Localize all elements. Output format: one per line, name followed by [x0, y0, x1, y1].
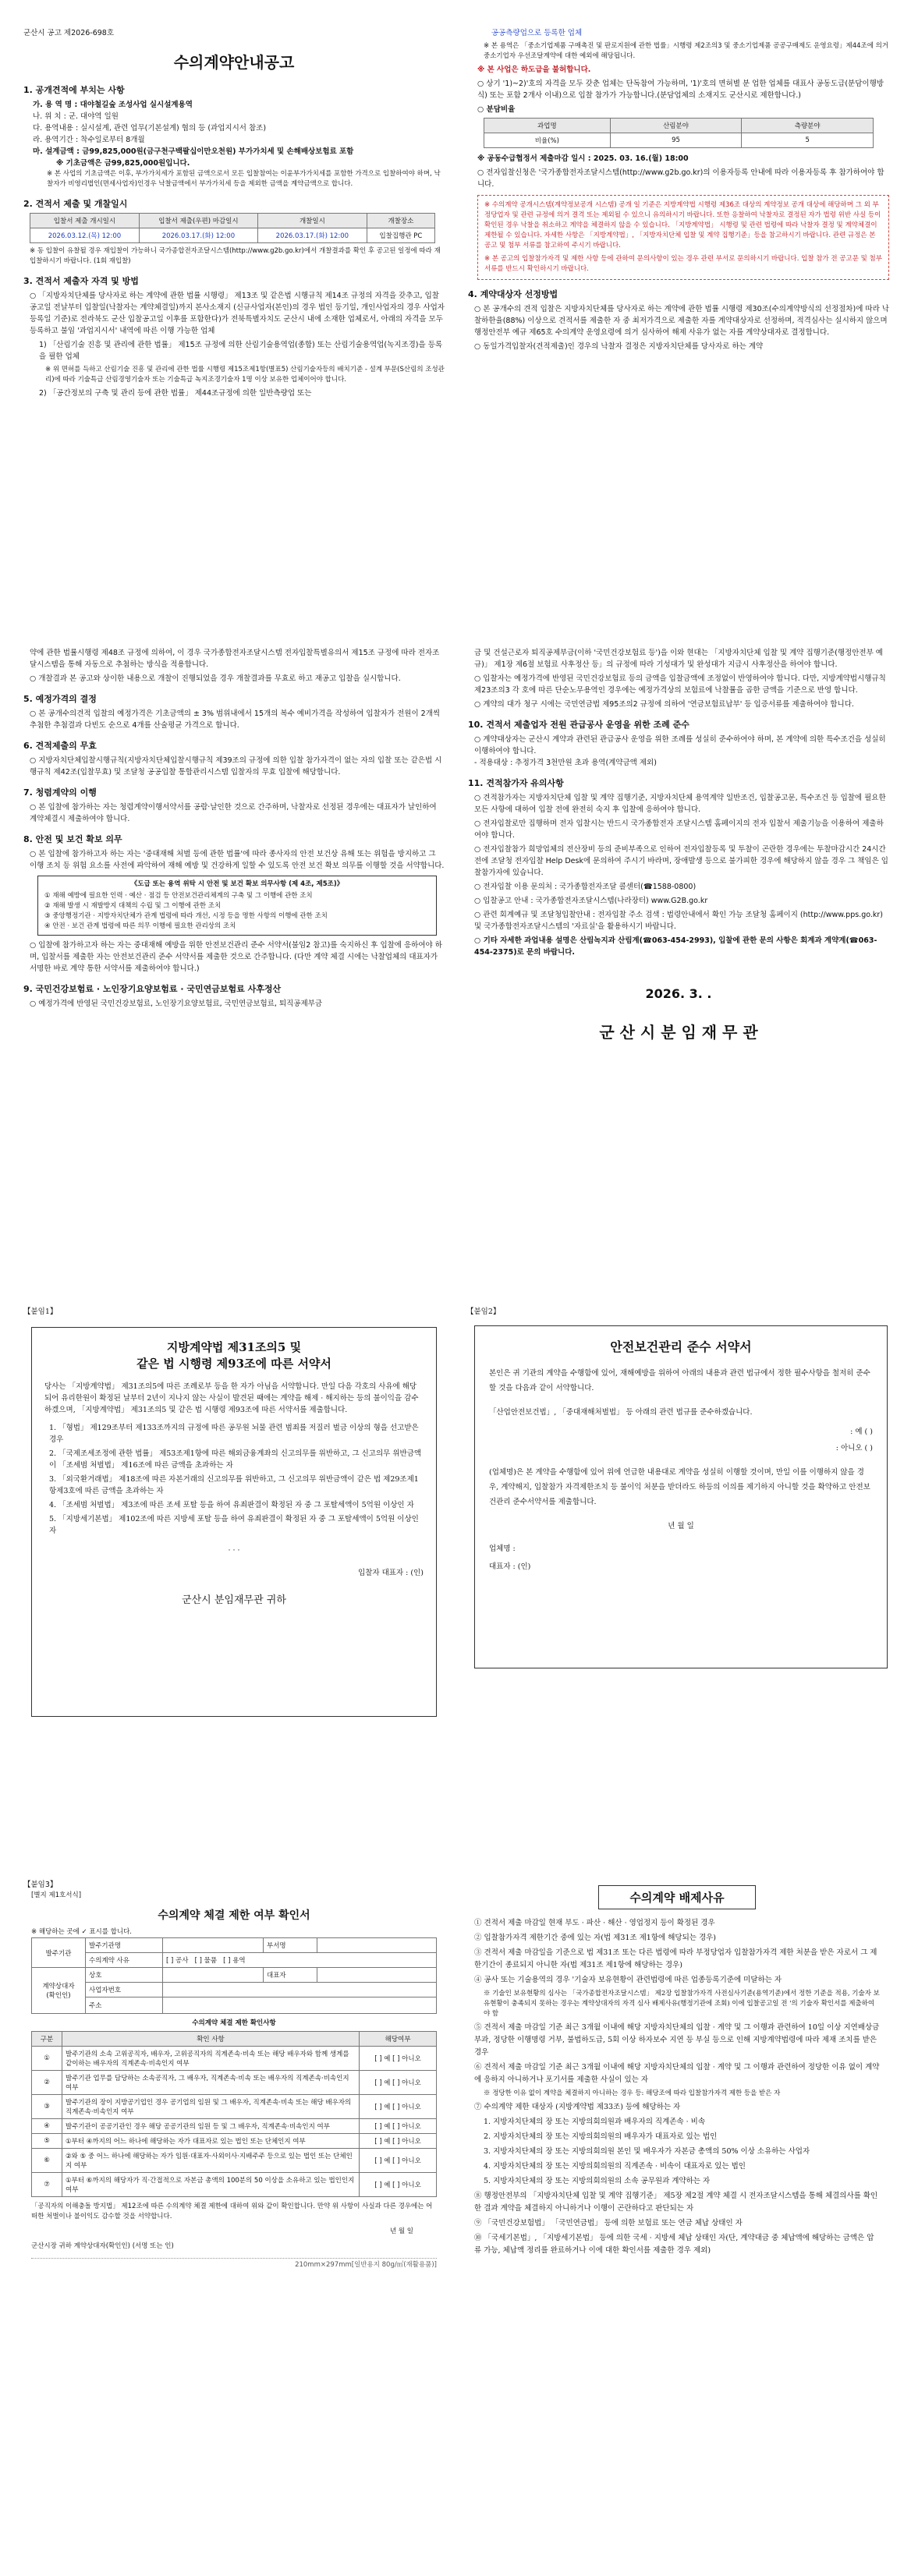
- qualification-item-2: 2) 「공간정보의 구축 및 관리 등에 관한 법률」 제44조규정에 의한 일반측량업 또는: [39, 389, 312, 398]
- form-number: [별지 제1호서식]: [31, 1891, 82, 1899]
- rebid-rule: ○ 개찰결과 본 공고와 상이한 내용으로 개찰이 진행되었을 경우 개찰결과를 무효로 하고 재공고 입찰을 실시합니다.: [30, 674, 401, 683]
- exclusion-subitem: 3. 지방자치단체의 장 또는 지방의회의원 본인 및 배우자가 자본금 총액의 50% 이상 소유하는 사업자: [484, 2147, 810, 2156]
- option-service[interactable]: [ ] 용역: [223, 1957, 246, 1965]
- check-options[interactable]: [ ] 예 [ ] 아니오: [360, 2071, 437, 2095]
- field-label: 부서명: [264, 1938, 317, 1953]
- exclusion-item: ⑧ 행정안전부의 「지방자치단체 입찰 및 계약 집행기준」 제5장 제2절 계약 체결 시 전자조달시스템을 통해 체결의사를 확인한 결과 계약을 체결하지 아니하거나 이행이 곤란하다고 판단되는 자: [474, 2192, 878, 2213]
- notice-issuer: 군 산 시 분 임 재 무 관: [599, 1023, 758, 1042]
- check-no: ⑦: [32, 2173, 62, 2197]
- party-label: 계약상대자 (확인인): [32, 1968, 86, 2014]
- form-meta: ※ 해당하는 곳에 ✓ 표시를 합니다.: [31, 1928, 132, 1936]
- pledge-item: 4. 「조세범 처벌법」 제3조에 따른 조세 포탈 등을 하여 유죄판결이 확정된 자 중 그 포탈세액이 5억원 이상인 자: [49, 1501, 414, 1509]
- answer-no[interactable]: : 아니오 ( ): [835, 1444, 873, 1453]
- check-row: [32, 2047, 437, 2071]
- ordinance-text: ○ 계약대상자는 군산시 계약과 관련된 관급공사 운영을 위한 조례를 성실히 준수하여야 하며, 본 계약에 의한 특수조건을 성실히 이행하여야 합니다. - 적용대상 : 추정가격 3천만원 초과 용역(계약금액 제외): [474, 735, 886, 767]
- pledge-item: 5. 「지방세기본법」 제102조에 따른 지방세 포탈 등을 하여 유죄판결이 확정된 자 중 그 포탈세액이 5억원 이상인 자: [49, 1515, 419, 1535]
- tie-rule-continued: 약에 관한 법률시행령 제48조 규정에 의하여, 이 경우 국가종합전자조달시스템 전자입찰특별유의서 제15조 규정에 따라 전자조달시스템을 통해 자동으로 추첨하는 방식을 적용합니다.: [30, 649, 440, 669]
- insurance-continued: 금 및 건설근로자 퇴직공제부금(이하 '국민건강보험료 등')을 이와 현대는 「지방자치단체 입찰 및 계약 집행기준(행정안전부 예규)」 제1장 제6절 보험료 사후정산 등」의 규정에 따라 기성대가 및 완성대가 지급시 사후정산을 하여야 합니다.: [474, 649, 883, 669]
- exclusion-item: ⑦ 수의계약 제한 대상자 (지방계약법 제33조) 등에 해당하는 자: [474, 2103, 681, 2111]
- attachment-1: [23, 1306, 445, 1743]
- pledge-items: [44, 1422, 424, 1537]
- safety-obligation-box: [37, 876, 437, 936]
- contract-type-options: [163, 1953, 437, 1968]
- check-options[interactable]: [ ] 예 [ ] 아니오: [360, 2095, 437, 2119]
- continued-right-column: [468, 647, 889, 1042]
- item-design-amount: 마. 설계금액 : 금99,825,000원(금구천구백팔십이만오천원) 부가가치세 및 손해배상보험료 포함: [33, 147, 354, 156]
- caution-item: ○ 전자입찰로만 집행하며 전자 입찰시는 반드시 국가종합전자 조달시스템 홈페이지의 전자 입찰서 제출기능을 이용하여 제출하여야 합니다.: [474, 819, 884, 840]
- notice-right-column: [468, 27, 889, 355]
- ratio-header: 측량분야: [742, 119, 874, 133]
- schedule-header: 개찰장소: [367, 214, 434, 228]
- exclusion-note: ※ 정당한 이유 없이 계약을 체결하지 아니하는 경우 등: 해당조에 따라 입찰참가자격 제한 등을 받은 자: [484, 2089, 781, 2097]
- item-location: 나. 위 치 : 군. 대야역 일원: [33, 112, 119, 121]
- continued-left-column: [23, 647, 445, 1010]
- caution-item: ○ 전자입찰참가 희망업체의 전산장비 등의 준비부족으로 인하여 전자입찰등록 및 투찰이 곤란한 경우에는 투찰마감시간 24시간 전에 조달청 전자입찰 Help Desk에 문의하여 주시기 바라며, 장애발생 등으로 불가피한 경우에 해당하지 않을 경우 그 책임은 입찰참가자에 있습니다.: [474, 845, 888, 877]
- exclusion-subitem: 2. 지방자치단체의 장 또는 지방의회의원의 배우자가 대표자로 있는 법인: [484, 2132, 718, 2141]
- exclusion-title-box: [598, 1885, 756, 1909]
- item-content: 다. 용역내용 : 실시설계, 관련 업무(기본설계) 협의 등 (과업지시서 참조): [33, 124, 267, 133]
- field-label: 대표자: [264, 1968, 317, 1983]
- qualification-note: ※ 위 면허를 득하고 산림기술 진흥 및 관리에 관한 법률 시행령 제15조제1항(별표5) 산림기술자등의 배치기준 - 설계 부문(S산림의 조성관리)에 따라 기술특급 산림경영기술자 또는 기술특급 녹지조경기술자 1명 이상 보유한 업체이어야 합니다.: [45, 366, 445, 384]
- section-8-heading: 8. 안전 및 보건 확보 의무: [23, 834, 122, 844]
- check-no: ⑥: [32, 2149, 62, 2173]
- attachment-3: [23, 1879, 445, 2549]
- check-row: [32, 2119, 437, 2134]
- field-input[interactable]: [163, 1968, 264, 1983]
- ratio-cell: 비율(%): [484, 133, 611, 148]
- exclusion-item: ③ 견적서 제출 마감일을 기준으로 법 제31조 또는 다른 법령에 따라 부정당업자 입찰참가자격 제한 처분을 받은 자로서 그 제한기간이 종료되지 아니한 자(법 제31조 제1항에 해당하는 경우): [474, 1948, 877, 1969]
- check-options[interactable]: [ ] 예 [ ] 아니오: [360, 2173, 437, 2197]
- tie-rule-text: ○ 동일가격입찰자(견적제출)인 경우의 낙찰자 결정은 지방자치단체를 당사자로 하는 계약: [474, 342, 764, 351]
- notice-date: 2026. 3. .: [645, 986, 712, 1001]
- ratio-cell: 95: [610, 133, 742, 148]
- pension-proof-rule: ○ 계약의 대가 청구 시에는 국민연금법 제95조의2 규정에 의하여 '연금보험료납부' 등 입증서류를 제출하여야 합니다.: [474, 700, 854, 709]
- caution-item: ○ 전자입찰 이용 문의처 : 국가종합전자조달 콜센터(☎1588-0800): [474, 883, 697, 891]
- exclusion-page: [466, 1879, 888, 2549]
- check-text: 발주기관이 공공기관인 경우 해당 공공기관의 임원 등 및 그 배우자, 직계존속·비속인지 여부: [62, 2119, 360, 2134]
- check-row: [32, 2149, 437, 2173]
- joint-bid-text: ○ 상기 '1)~2)'호의 자격을 모두 갖춘 업체는 단독참여 가능하며, '1)'호의 면허별 분 업한 업체를 대표사 공동도급(분담이행방식) 또는 포함 2개사 이내)으로 입찰 참가가 가능합니다.(분담업체의 소재지도 군산시로 제한합니다.): [477, 80, 884, 100]
- exclusion-subitem: 5. 지방자치단체의 장 또는 지방의회의원의 소속 공무원과 계약하는 자: [484, 2177, 711, 2185]
- section-5-heading: 5. 예정가격의 결정: [23, 694, 97, 704]
- attachment-label: 【붙임2】: [466, 1307, 501, 1316]
- check-section-title: 수의계약 체결 제한 확인사항: [192, 2019, 276, 2027]
- rebid-note: ※ 동 입찰이 유찰될 경우 재입찰이 가능하니 국가종합전자조달시스템(http://www.g2b.go.kr)에서 개찰결과를 확인 후 공고된 일정에 따라 재입찰하시기 바랍니다. (1회 재입찰): [30, 247, 441, 265]
- qualification-item-1: 1) 「산림기술 진흥 및 관리에 관한 법률」 제15조 규정에 의한 산림기술용역업(종합) 또는 산림기술용역업(녹지조경)을 등록을 필한 업체: [39, 341, 443, 361]
- schedule-cell: 2026.03.17.(화) 12:00: [139, 228, 257, 243]
- schedule-cell: 2026.03.17.(화) 12:00: [257, 228, 367, 243]
- check-options[interactable]: [ ] 예 [ ] 아니오: [360, 2119, 437, 2134]
- option-construction[interactable]: [ ] 공사: [166, 1957, 189, 1965]
- section-11-heading: 11. 견적참가자 유의사항: [468, 778, 564, 788]
- check-row: [32, 2095, 437, 2119]
- exclusion-item: ⑩ 「국세기본법」, 「지방세기본법」 등에 의한 국세 · 지방세 체납 상태인 자(단, 계약대금 중 체납액에 해당하는 금액은 압류 가능, 체납액 정리를 완료하거나 이에 대한 확인서를 제출한 경우 제외): [474, 2234, 874, 2255]
- safety-box-item: ③ 중앙행정기관 · 지방자치단체가 관계 법령에 따라 개선, 시정 등을 명한 사항의 이행에 관한 조치: [44, 912, 328, 920]
- check-options[interactable]: [ ] 예 [ ] 아니오: [360, 2047, 437, 2071]
- section-2-heading: 2. 견적서 제출 및 개찰일시: [23, 199, 128, 209]
- schedule-header: 개찰일시: [257, 214, 367, 228]
- section-1-items: [23, 99, 445, 189]
- check-no: ①: [32, 2047, 62, 2071]
- check-row: [32, 2134, 437, 2149]
- warning-text-2: ※ 본 공고의 입찰참가자격 및 제한 사항 등에 관하여 문의사항이 있는 경우 관련 부서로 문의하시기 바랍니다. 입찰 참가 전 공고문 및 첨부서류를 반드시 확인하시기 바랍니다.: [484, 255, 882, 273]
- check-no: ③: [32, 2095, 62, 2119]
- survey-business: 공공측량업으로 등록한 업체: [491, 29, 583, 37]
- check-header: 구분: [32, 2032, 62, 2047]
- safety-pledge-item: 「산업안전보건법」, 「중대재해처벌법」 등 아래의 관련 법규를 준수하겠습니다.: [489, 1408, 753, 1417]
- exclusion-list: [466, 1917, 888, 2257]
- ratio-table: [484, 118, 874, 148]
- field-input[interactable]: [163, 1997, 437, 2014]
- check-options[interactable]: [ ] 예 [ ] 아니오: [360, 2149, 437, 2173]
- subcontract-ban: ※ 본 사업은 하도급을 불허합니다.: [477, 65, 591, 74]
- exclusion-item: ④ 공사 또는 기술용역의 경우 '기술자 보유현황이 관련법령에 따른 업종등록기준에 미달하는 자: [474, 1976, 782, 1984]
- safety-box-item: ② 재해 발생 시 재발방지 대책의 수립 및 그 이행에 관한 조치: [44, 902, 222, 910]
- section-10-heading: 10. 견적서 제출업자 전원 관급공사 운영을 위한 조례 준수: [468, 720, 689, 730]
- field-input[interactable]: [317, 1968, 437, 1983]
- section-3-continued: [468, 27, 889, 115]
- check-text: 발주기관 업무를 담당하는 소속공직자, 그 배우자, 직계존속·비속 또는 배우자의 직계존속·비속인지 여부: [62, 2071, 360, 2095]
- ratio-header: 산림분야: [610, 119, 742, 133]
- check-row: [32, 2173, 437, 2197]
- check-text: 발주기관의 장이 지방공기업인 경우 공기업의 임원 및 그 배우자, 직계존속·비속 또는 해당 배우자의 직계존속·비속인지 여부: [62, 2095, 360, 2119]
- safety-pledge-date: 년 월 일: [668, 1522, 694, 1530]
- invalid-text: ○ 지방자치단체입찰시행규칙(지방자치단체입찰시행규칙 제39조의 규정에 의한 입찰 참가자격이 없는 자의 입찰 또는 같은법 시행규칙 제42조(입찰무효) 및 조달청 공공입찰 통합관리시스템 입찰자의 무효 입찰에 해당합니다.: [30, 756, 442, 777]
- integrity-text: ○ 본 입찰에 참가하는 자는 청렴계약이행서약서를 공람·날인한 것으로 간주하며, 낙찰자로 선정된 경우에는 대표자가 날인하여 계약체결시 제출하여야 합니다.: [30, 803, 437, 823]
- pledge-signer: 입찰자 대표자 : (인): [358, 1569, 424, 1577]
- option-goods[interactable]: [ ] 물품: [194, 1957, 218, 1965]
- attachment-label: 【붙임1】: [23, 1307, 58, 1316]
- price-text: ○ 본 공개수의견적 입찰의 예정가격은 기초금액의 ± 3% 범위내에서 15개의 복수 예비가격을 작성하여 입찰자가 전원이 2개씩 추첨한 추첨결과 다빈도 순으로 4개를 산술평균 가격으로 합니다.: [30, 709, 441, 730]
- schedule-header: 입찰서 제출(우편) 마감일시: [139, 214, 257, 228]
- notice-page-continued: [23, 647, 889, 1224]
- field-input[interactable]: [317, 1938, 437, 1953]
- section-6-heading: 6. 견적제출의 무효: [23, 741, 97, 751]
- qualification-text: ○ 「지방자치단체를 당사자로 하는 계약에 관한 법률 시행령」 제13조 및 같은법 시행규칙 제14조 규정의 자격을 갖추고, 입찰공고일 전날부터 입찰일(낙찰자는 계약체결일)까지 본사소재지 (신규사업자(본인)의 경우 법인 등기일, 개인사업자의 경우 사업자등록일 기준)로 전라북도 군산 입찰공고일 이후를 포함한다)가 전북특별자치도 군산시 내에 소재한 업체로서, 아래의 자격을 모두 등록하고 불임 '과업지시서' 내역에 따른 이행 가능한 업체: [30, 292, 445, 335]
- pledge-item: 2. 「국제조세조정에 관한 법률」 제53조제1항에 따른 해외금융계좌의 신고의무를 위반하고, 그 신고의무 위반금액이 「조세범 처벌법」 제16조에 따른 금액을 초과하는 자: [49, 1449, 422, 1470]
- safety-pledge-title: 안전보건관리 준수 서약서: [610, 1339, 752, 1354]
- exclusion-subitem: 4. 지방자치단체의 장 또는 지방의회의원의 직계존속 · 비속이 대표자로 있는 법인: [484, 2162, 746, 2171]
- pledge-intro: 당사는 「지방계약법」 제31조의5에 따른 조례로부 등을 한 자가 아님을 서약합니다. 만일 다음 각호의 사유에 해당되어 유리한원이 확정된 날부터 2년이 지나지 않는 사실이 발견된 때에는 계약을 해제 · 해지하는 등의 불이익을 감수하겠으며, 「지방계약법」 제31조의5 및 같은 법 시행령 제93조에 따른 서약서를 제출합니다.: [44, 1382, 419, 1414]
- exclusion-item: ⑤ 견적서 제출 마감일 기준 최근 3개월 이내에 해당 지방자치단체의 입찰 · 계약 및 그 이행과 관련하여 10일 이상 지연배상금 부과, 정당한 이행명령 거부, 불법하도급, 5회 이상 하자보수 지연 등 부실 등으로 인해 지방계약법령에 따라 제재 조치를 받은 경우: [474, 2023, 880, 2057]
- safety-pledge-text: ○ 입찰에 참가하고자 하는 자는 중대재해 예방을 위한 안전보건관리 준수 서약서(불임2 참고)를 숙지하신 후 입찰에 응하여야 하며, 입찰서를 제출한 자는 안전보건관리 준수 서약서를 제출한 것으로 간주합니다. (다만 계약 체결 시에는 낙찰업체의 대표자가 서명한 바로 계약 통한 서약서를 제출하여야 합니다.): [30, 941, 442, 973]
- field-input[interactable]: [163, 1938, 264, 1953]
- field-label: 주소: [86, 1997, 163, 2014]
- safety-pledge-company[interactable]: 업체명 :: [489, 1545, 516, 1553]
- caution-item: ○ 견적참가자는 지방자치단체 입찰 및 계약 집행기준, 지방자치단체 용역계약 일반조건, 입찰공고문, 특수조건 등 입찰에 필요한 모든 사항에 대하여 입찰 전에 완전히 숙지 후 입찰에 응하여야 합니다.: [474, 794, 886, 814]
- field-label: 발주기관명: [86, 1938, 163, 1953]
- notice-left-column: [23, 27, 445, 402]
- contact-item: ○ 기타 자세한 과업내용 설명은 산림녹지과 산림계(☎063-454-2993), 입찰에 관한 문의 사항은 회계과 계약계(☎063-454-2375)로 문의 바랍니다.: [474, 936, 877, 957]
- exclusion-item: ② 입찰참가자격 제한기간 중에 있는 자(법 제31조 제1항에 해당되는 경우): [474, 1934, 717, 1942]
- pledge-title-1: 지방계약법 제31조의5 및: [166, 1340, 302, 1354]
- pledge-recipient: 군산시 분임재무관 귀하: [182, 1594, 286, 1606]
- insurance-text: ○ 예정가격에 반영된 국민건강보험료, 노인장기요양보험료, 국민연금보험료, 퇴직공제부금: [30, 1000, 323, 1008]
- schedule-cell: 입찰집행관 PC: [367, 228, 434, 243]
- form-footer-note: 「공직자의 이해충돌 방지법」 제12조에 따른 수의계약 체결 제한에 대하여 위와 같이 확인합니다. 만약 위 사항이 사실과 다른 경우에는 어떠한 처벌이나 불이익도 감수할 것을 서약합니다.: [31, 2203, 433, 2220]
- form-paper-spec: 210mm×297mm[일반용지 80g/㎡(재활용품)]: [295, 2261, 437, 2269]
- field-label: 수의계약 사유: [86, 1953, 163, 1968]
- attachment-label: 【붙임3】: [23, 1881, 58, 1889]
- ratio-heading: ○ 분담비율: [477, 105, 516, 114]
- check-no: ⑤: [32, 2134, 62, 2149]
- check-text: ①부터 ④까지의 어느 하나에 해당하는 자가 대표자로 있는 법인 또는 단체인지 여부: [62, 2134, 360, 2149]
- form-footer-sign: 군산시장 귀하 계약상대자(확인인) (서명 또는 인): [31, 2242, 174, 2250]
- caution-item: ○ 입찰공고 안내 : 국가종합전자조달시스템(나라장터) www.G2B.go.kr: [474, 897, 708, 905]
- check-no: ④: [32, 2119, 62, 2134]
- section-9-heading: 9. 국민건강보험료 · 노인장기요양보험료 · 국민연금보험료 사후정산: [23, 984, 282, 994]
- check-text: ②와 ⑤ 중 어느 하나에 해당하는 자가 임원·대표자·사외이사·지배주주 등으로 있는 법인 또는 단체인지 여부: [62, 2149, 360, 2173]
- form-title: 수의계약 체결 제한 여부 확인서: [158, 1909, 310, 1922]
- exclusion-subitem: 1. 지방자치단체의 장 또는 지방의회의원과 배우자의 직계존속 · 비속: [484, 2118, 706, 2126]
- exclusion-item: ① 견적서 제출 마감일 현재 부도 · 파산 · 해산 · 영업정지 등이 확정된 경우: [474, 1919, 715, 1927]
- restriction-check-table: [31, 2031, 437, 2197]
- check-header: 확인 사항: [62, 2032, 360, 2047]
- section-3-heading: 3. 견적서 제출자 자격 및 방법: [23, 276, 139, 286]
- check-text: ①부터 ⑥까지의 해당자가 직·간접적으로 자본금 총액의 100분의 50 이상을 소유하고 있는 법인인지 여부: [62, 2173, 360, 2197]
- attachment-2: [466, 1306, 888, 1680]
- check-row: [32, 2071, 437, 2095]
- safety-pledge-rep[interactable]: 대표자 : (인): [489, 1562, 531, 1571]
- sme-exception-note: ※ 본 용역은 「중소기업제품 구매촉진 및 판로지원에 관한 법률」시행령 제2조의3 및 중소기업제품 공공구매제도 운영요령」제44조에 의거 중소기업자 우선조달계약에 대한 예외에 해당됩니다.: [484, 42, 889, 60]
- section-4-heading: 4. 계약대상자 선정방법: [468, 289, 558, 299]
- item-service-name: 가. 용 역 명 : 대야철길숲 조성사업 실시설계용역: [33, 101, 193, 109]
- safety-pledge-form: [474, 1325, 888, 1668]
- pledge-item: 1. 「형법」 제129조부터 제133조까지의 규정에 따른 공무원 뇌물 관련 범죄를 저질러 벌금 이상의 형을 선고받은 경우: [49, 1424, 419, 1444]
- check-options[interactable]: [ ] 예 [ ] 아니오: [360, 2134, 437, 2149]
- consortium-text: ○ 전자입찰신청은 '국가종합전자조달시스템(http://www.g2b.go.kr)의 이용자등록 안내에 따라 이용자등록 후 참가하여야 합니다.: [477, 168, 884, 189]
- schedule-cell: 2026.03.12.(목) 12:00: [30, 228, 140, 243]
- schedule-header: 입찰서 제출 개시일시: [30, 214, 140, 228]
- insurance-bid-rule: ○ 입찰자는 예정가격에 반영된 국민건강보험료 등의 금액을 입찰금액에 조정없이 반영하여야 합니다. 다만, 지방계약법시행규칙 제23조의3 각 호에 따른 단순노무용역인 경우에는 예정가격상의 보험료에 낙찰률을 곱한 금액을 기준으로 반영 합니다.: [474, 674, 886, 695]
- answer-yes[interactable]: : 예 ( ): [850, 1428, 873, 1436]
- exclusion-item: ⑥ 견적서 제출 마감일 기준 최근 3개월 이내에 해당 지방자치단체의 입찰 · 계약 및 그 이행과 관련하여 정당한 이유 없이 계약에 응하지 아니하거나 포기서를 제출한 사실이 있는 자: [474, 2063, 880, 2084]
- item-period: 라. 용역기간 : 착수일로부터 8개월: [33, 136, 145, 144]
- check-no: ②: [32, 2071, 62, 2095]
- selection-text: ○ 본 공개수의 견적 입찰은 지방자치단체를 당사자로 하는 계약에 관한 법률 시행령 제30조(수의계약방식의 선정절차)에 따라 낙찰하한율(88%) 이상으로 견적서를 제출한 자 중 최저가격으로 제출한 자를 계약대상자로 선정하며, 적격심사는 실시하지 않으며 행정안전부 예규 제65호 수의계약 운영요령에 의거 심사하여 해제 사유가 없는 자를 계약상대자로 결정합니다.: [474, 305, 889, 337]
- form-party-table: [31, 1937, 437, 2014]
- form-footer-date: 년 월 일: [389, 2227, 413, 2235]
- party-label: 발주기관: [32, 1938, 86, 1968]
- warning-box: [477, 195, 889, 280]
- safety-box-item: ① 재해 예방에 필요한 인력 · 예산 · 점검 등 안전보건관리체계의 구축 및 그 이행에 관한 조치: [44, 892, 313, 900]
- field-label: 사업자번호: [86, 1983, 163, 1997]
- ratio-cell: 5: [742, 133, 874, 148]
- field-input[interactable]: [163, 1983, 437, 1997]
- notice-title: 수의계약안내공고: [173, 53, 295, 72]
- ratio-header: 과업명: [484, 119, 611, 133]
- safety-text: ○ 본 입찰에 참가하고자 하는 자는 '중대재해 처벌 등에 관한 법률'에 따라 종사자의 안전 보건상 유해 또는 위험을 방지하고 그 이행 조치 등 위험 요소를 사전에 파악하여 재해 예방 및 건강하게 일할 수 있도록 안전 보건 확보 의무를 이행할 것을 서약합니다.: [30, 850, 445, 870]
- warning-text: ※ 수의계약 공개시스템(계약정보공개 시스템) 공개 일 기준은 지방계약법 시행령 제36조 대상의 계약정보 공개 대상에 해당하며 그 외 부정당업자 및 관련 규정에 의거 결격 또는 제외될 수 있으니 유의하시기 바랍니다. 또한 응찰하여 낙찰자로 결정된 자가 법령 위반 사실 등이 확인된 경우 낙찰을 취소하고 계약을 체결하지 않을 수 있습니다. 「지방계약법」 시행령 및 관련 법령에 따라 낙찰자 결정 및 계약체결이 제한될 수 있습니다. 자세한 사항은 「지방계약법」, 「지방자치단체 입찰 및 계약 집행기준」등을 참고하시기 바랍니다. 관련 규정은 본 공고 및 첨부 서류를 참고하여 주시기 바랍니다.: [484, 201, 881, 249]
- pledge-form: [31, 1327, 437, 1717]
- check-text: 발주기관의 소속 고위공직자, 배우자, 고위공직자의 직계존속·비속 또는 해당 배우자와 함께 생계를 같이하는 배우자의 직계존속·비속인지 여부: [62, 2047, 360, 2071]
- check-header: 해당여부: [360, 2032, 437, 2047]
- doc-number: 군산시 공고 제2026-698호: [23, 29, 115, 37]
- pledge-title-2: 같은 법 시행령 제93조에 따른 서약서: [136, 1357, 331, 1371]
- schedule-table: [30, 213, 435, 243]
- pledge-dots: · · ·: [228, 1546, 240, 1555]
- item-base-amount: ※ 기초금액은 금99,825,000원입니다.: [56, 159, 190, 168]
- field-label: 상호: [86, 1968, 163, 1983]
- safety-pledge-intro: 본인은 귀 기관의 계약을 수행함에 있어, 재해예방을 위하여 아래의 내용과 관련 법규에서 정한 필수사항을 철저히 준수할 것을 다음과 같이 서약합니다.: [489, 1369, 870, 1392]
- pledge-item: 3. 「외국환거래법」 제18조에 따른 자본거래의 신고의무를 위반하고, 그 신고의무 위반금액이 같은 법 제29조제1항제3호에 따른 금액을 초과하는 자: [49, 1475, 419, 1495]
- exclusion-note: ※ 기술인 보유현황의 심사는 「국가종합전자조달시스템」 제2장 입찰참가자격 사전심사기준(용역기준)에서 정한 기준을 적용, 기술자 보유현황이 충족되지 못하는 경우는 계약상대자의 자격 심사 배제사유(행정기관에 조회) 이에 입찰공고일 전 '의 기술자 확인서를 제출하여야 함: [484, 1990, 880, 2018]
- section-7-heading: 7. 청렴계약의 이행: [23, 787, 97, 798]
- form-bottom-divider: [31, 2258, 437, 2259]
- notice-page: [23, 27, 889, 565]
- safety-box-title: 《도급 또는 용역 위탁 시 안전 및 보건 확보 의무사항 (제 4조, 제5조)》: [130, 880, 344, 888]
- exclusion-item: ⑨ 「국민건강보험법」 「국민연금법」 등에 의한 보험료 또는 연금 체납 상태인 자: [474, 2219, 743, 2227]
- section-3-body: [23, 290, 445, 399]
- consortium-deadline: ※ 공동수급협정서 제출마감 일시 : 2025. 03. 16.(월) 18:00: [477, 154, 689, 163]
- safety-pledge-body: (업체명)은 본 계약을 수행함에 있어 위에 언급한 내용대로 계약을 성실히 이행할 것이며, 만일 이를 이행하지 않을 경우, 계약해지, 입찰참가 자격제한조치 등 불이익 처분을 받더라도 하등의 이의를 제기하지 아니할 것을 확약하고 안전보건관리 준수서약서를 제출합니다.: [489, 1468, 870, 1506]
- safety-box-item: ④ 안전 · 보건 관계 법령에 따른 의무 이행에 필요한 관리상의 조치: [44, 922, 236, 930]
- caution-item: ○ 관련 회계예규 및 조달청입찰안내 : 전자입찰 주소 검색 : 법령안내에서 확인 가능 조달청 홈페이지 (http://www.pps.go.kr) 및 국가종합전자조달시스템의 '자료실'을 활용하시기 바랍니다.: [474, 911, 883, 931]
- section-1-heading: 1. 공개견적에 부치는 사항: [23, 85, 125, 95]
- item-vat-note: ※ 본 사업의 기초금액은 이후, 부가가치세가 포함된 금액으로서 모든 입찰참여는 이윤부가가치세를 포함한 가격으로 입찰하여야 하며, 낙찰자가 비영리법인(면세사업자)인경우 낙찰금액에서 부가가치세 등을 제외한 금액을 계약금액으로 합니다.: [47, 170, 441, 188]
- exclusion-title: 수의계약 배제사유: [629, 1891, 725, 1905]
